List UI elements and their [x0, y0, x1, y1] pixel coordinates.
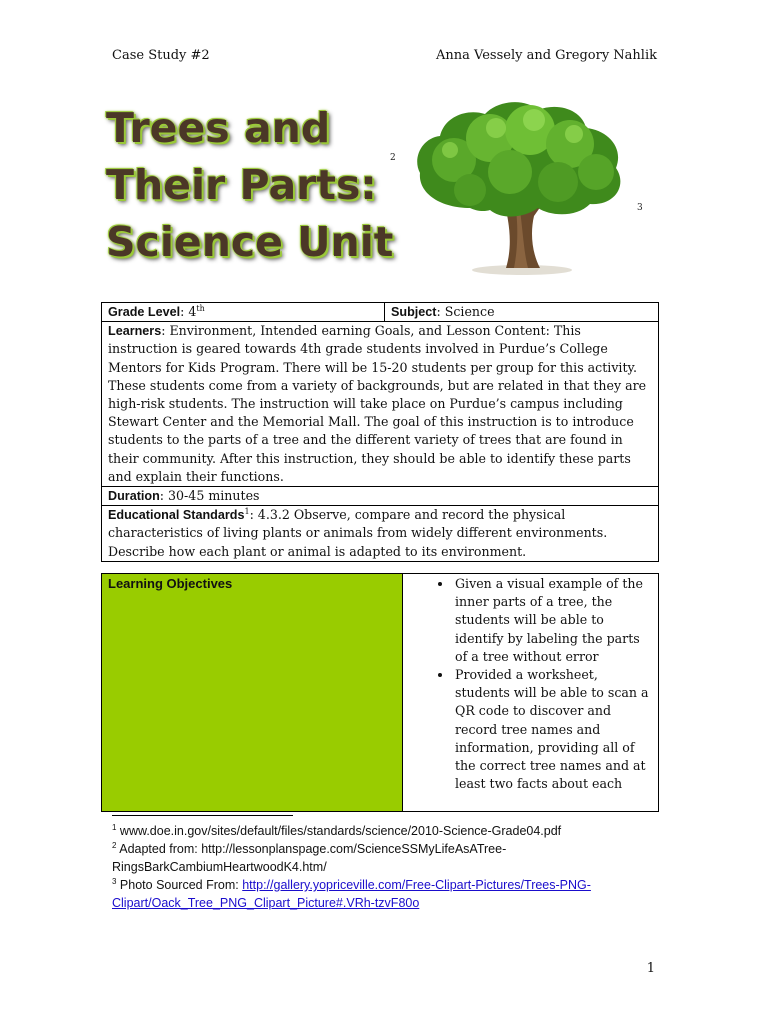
grade-level-value: : 4 — [180, 304, 197, 319]
standards-label: Educational Standards — [108, 508, 245, 523]
duration-value: : 30-45 minutes — [159, 488, 260, 504]
standards-text: : 4.3.2 Observe, compare and record the physical characteristics of living plants or animals from widely different environments. Describe how each plant or animal is adapted to its environment. — [108, 507, 608, 559]
duration-label: Duration — [108, 489, 160, 504]
footnote-1 — [112, 822, 672, 840]
objective-item: • Provided a worksheet, students will be able to scan a QR code to discover and record tree names and information, providing all of the correct tree names and at least two facts about each — [453, 666, 650, 793]
objective-item: • Given a visual example of the inner parts of a tree, the students will be able to identify by labeling the parts of a tree without error — [453, 575, 650, 666]
title-footnote-mark: 2 — [390, 153, 396, 163]
title-line-3: Science Unit — [106, 218, 394, 266]
photo-source-link[interactable]: http://gallery.yopriceville.com/Free-Clipart-Pictures/Trees-PNG-Clipart/Oack_Tree_PNG_Clipart_Picture#.VRh-tzvF80o — [112, 878, 591, 910]
footnote-divider — [112, 815, 293, 816]
footnote-number: 1 — [112, 822, 117, 832]
footnote-text: www.doe.in.gov/sites/default/files/standards/science/2010-Science-Grade04.pdf — [116, 824, 562, 838]
header-case-study: Case Study #2 — [112, 48, 210, 63]
duration-row — [102, 487, 659, 506]
learners-row — [102, 322, 659, 487]
learners-text: : Environment, Intended earning Goals, and Lesson Content: This instruction is geared towards 4th grade students involved in Purdue’s College Mentors for Kids Program. There will be 15-20 students per group for this activity. These students come from a variety of backgrounds, but are related in that they are high-risk students. The instruction will take place on Purdue’s campus including Stewart Center and the Memorial Mall. The goal of this instruction is to introduce students to the parts of a tree and the different variety of trees that are found in their community. After this instruction, they should be able to identify these parts and explain their functions. — [108, 323, 647, 484]
objectives-list-cell — [403, 574, 659, 812]
title-line-1: Trees and — [106, 104, 331, 152]
footnote-text: Adapted from: http://lessonplanspage.com/ScienceSSMyLifeAsATree-RingsBarkCambiumHeartwoodK4.htm/ — [112, 842, 507, 874]
footnote-number: 3 — [112, 876, 117, 886]
subject-value: : Science — [436, 304, 495, 319]
document-title — [106, 100, 394, 271]
objectives-list — [403, 575, 650, 793]
grade-subject-row — [102, 303, 659, 322]
learners-cell — [102, 322, 659, 487]
duration-cell — [102, 487, 659, 506]
learning-objectives-table — [101, 573, 659, 812]
tree-footnote-mark: 3 — [637, 203, 643, 213]
learners-label: Learners — [108, 324, 162, 339]
grade-level-label: Grade Level — [108, 305, 181, 319]
footnote-3 — [112, 876, 672, 912]
objectives-label: Learning Objectives — [108, 576, 233, 591]
title-line-2: Their Parts: — [106, 161, 377, 209]
footnotes — [112, 822, 672, 912]
footnote-prefix: Photo Sourced From: — [116, 878, 243, 892]
grade-level-suffix: th — [196, 303, 205, 313]
header-authors: Anna Vessely and Gregory Nahlik — [436, 48, 657, 63]
standards-cell — [102, 506, 659, 562]
lesson-info-table — [101, 302, 659, 562]
objectives-row — [102, 574, 659, 812]
page-number: 1 — [646, 961, 655, 976]
standards-row — [102, 506, 659, 562]
oak-tree-illustration — [410, 98, 632, 276]
footnote-number: 2 — [112, 840, 117, 850]
grade-level-cell — [102, 303, 385, 322]
standards-footnote-mark: 1 — [244, 507, 250, 517]
subject-cell — [385, 303, 659, 322]
footnote-2 — [112, 840, 672, 876]
objectives-label-cell — [102, 574, 403, 812]
subject-label: Subject — [391, 305, 437, 319]
